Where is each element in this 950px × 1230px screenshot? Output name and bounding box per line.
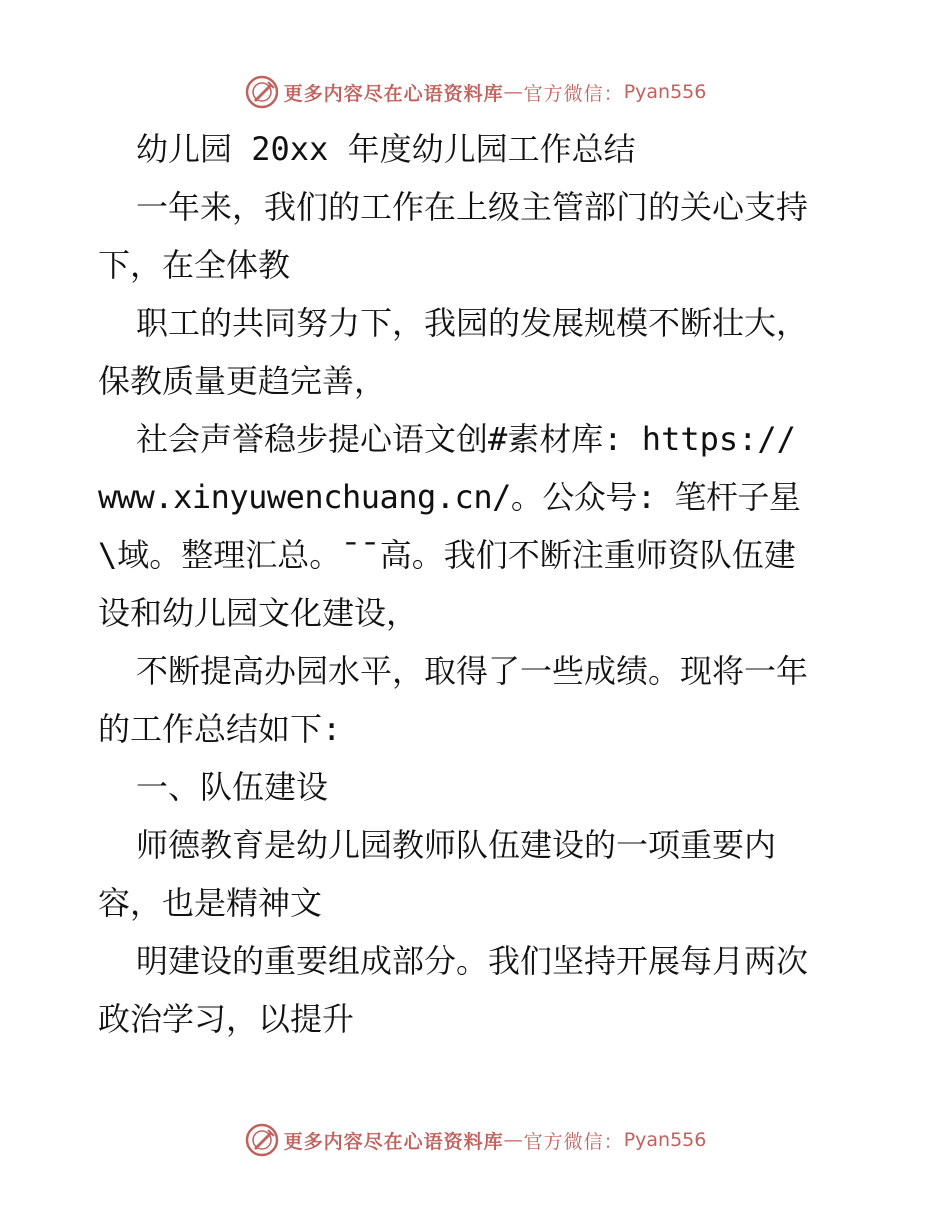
watermark-wechat-id: Pyan556 [623,1129,707,1151]
paragraph-line: 不断提高办园水平，取得了一些成绩。现将一年 [136,652,809,690]
paragraph-line: www.xinyuwenchuang.cn/。公众号: 笔杆子星 [98,478,801,516]
paragraph-line: \域。整理汇总。¯¯高。我们不断注重师资队伍建 [98,536,796,574]
paragraph-line: 职工的共同努力下，我园的发展规模不断壮大， [136,304,809,342]
watermark-wechat-id: Pyan556 [623,81,707,103]
watermark-separator: — [503,1129,524,1151]
watermark-label: 官方微信： [523,82,624,105]
pen-logo-icon [244,1122,280,1158]
watermark-separator: — [503,81,524,103]
paragraph-line: 一年来，我们的工作在上级主管部门的关心支持 [136,188,809,226]
watermark-brand: 更多内容尽在心语资料库 [283,82,504,105]
paragraph-line: 保教质量更趋完善， [98,362,387,400]
header-watermark [0,70,950,114]
watermark-brand: 更多内容尽在心语资料库 [283,1130,504,1153]
paragraph-line: 政治学习，以提升 [98,1000,355,1038]
paragraph-line: 明建设的重要组成部分。我们坚持开展每月两次 [136,942,809,980]
footer-watermark [0,1118,950,1162]
paragraph-line: 设和幼儿园文化建设， [98,594,419,632]
paragraph-line: 下，在全体教 [98,246,291,284]
document-title: 幼儿园 20xx 年度幼儿园工作总结 [136,130,636,168]
pen-logo-icon [244,74,280,110]
section-heading: 一、队伍建设 [136,768,329,806]
watermark-label: 官方微信： [523,1130,624,1153]
paragraph-line: 社会声誉稳步提心语文创#素材库: https:// [136,420,796,458]
paragraph-line: 师德教育是幼儿园教师队伍建设的一项重要内 [136,826,777,864]
paragraph-line: 的工作总结如下: [98,710,342,748]
document-body [98,120,858,1048]
paragraph-line: 容，也是精神文 [98,884,323,922]
